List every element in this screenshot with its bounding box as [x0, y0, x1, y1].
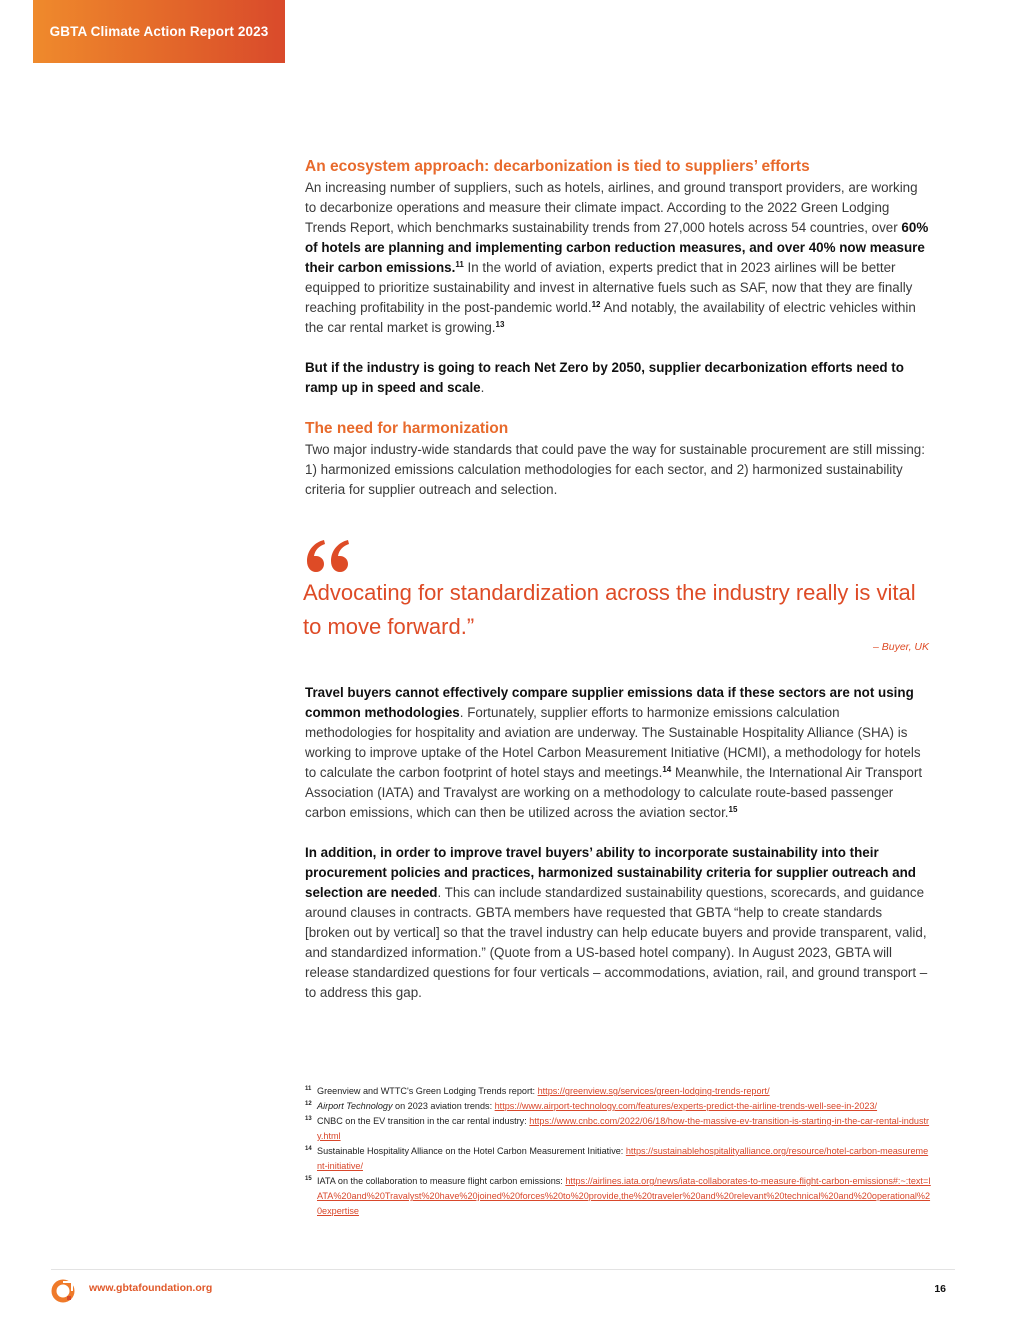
page-number: 16: [934, 1283, 946, 1295]
footnote-link[interactable]: https://greenview.sg/services/green-lodging-trends-report/: [537, 1086, 770, 1096]
quote-attribution: – Buyer, UK: [872, 641, 929, 653]
main-content-top: [305, 156, 930, 500]
footnote-11: 11 Greenview and WTTC's Green Lodging Trends report: https://greenview.sg/services/green-lodging-trends-report/: [305, 1086, 770, 1096]
footnotes: [305, 1084, 933, 1219]
footnote-link[interactable]: https://airlines.iata.org/news/iata-collaborates-to-measure-flight-carbon-emissions#:~:text=IATA%20and%20Travalyst%20have%20joined%20forces%20to%20provide,the%20traveler%20and%20relevant%20technical%20and%20operational%20expertise: [317, 1176, 931, 1216]
footer-divider: [51, 1269, 955, 1270]
footer-website-link[interactable]: www.gbtafoundation.org: [89, 1282, 213, 1294]
quote-mark-icon: [305, 538, 351, 574]
footnote-14: 14 Sustainable Hospitality Alliance on the Hotel Carbon Measurement Initiative: https://sustainablehospitalityalliance.org/resource/hotel-carbon-measurement-initiative/: [305, 1146, 929, 1171]
section-heading-harmonization: The need for harmonization: [305, 420, 509, 437]
paragraph-harmonization: Two major industry-wide standards that could pave the way for sustainable procurement are still missing: 1) harmonized emissions calculation methodologies for each sector, and 2) harmonized sustainability criteria for supplier outreach and selection.: [305, 442, 925, 497]
footnote-15: 15 IATA on the collaboration to measure flight carbon emissions: https://airlines.iata.org/news/iata-collaborates-to-measure-flight-carbon-emissions#:~:text=IATA%20and%20Travalyst%20have%20joined%20forces%20to%20provide,the%20traveler%20and%20relevant%20technical%20and%20operational%20expertise: [305, 1176, 931, 1216]
footnote-link[interactable]: https://www.cnbc.com/2022/06/18/how-the-massive-ev-transition-is-starting-in-the-car-rental-industry.html: [317, 1116, 930, 1141]
gbta-logo-icon: [51, 1279, 75, 1303]
paragraph-methodologies: Travel buyers cannot effectively compare supplier emissions data if these sectors are not using common methodologies. Fortunately, supplier efforts to harmonize emissions calculation methodologies for hospitality and aviation are underway. The Sustainable Hospitality Alliance (SHA) is working to improve uptake of the Hotel Carbon Measurement Initiative (HCMI), a methodology for hotels to calculate the carbon footprint of hotel stays and meetings.$^{14}$ Meanwhile, the International Air Transport Association (IATA) and Travalyst are working on a methodology to calculate route-based passenger carbon emissions, which can then be utilized across the aviation sector.$^{15}$: [305, 685, 923, 820]
footnote-link[interactable]: https://www.airport-technology.com/features/experts-predict-the-airline-trends-well-see-in-2023/: [494, 1101, 878, 1111]
footnote-link[interactable]: https://sustainablehospitalityalliance.org/resource/hotel-carbon-measurement-initiative/: [317, 1146, 929, 1171]
section-heading-ecosystem: An ecosystem approach: decarbonization is tied to suppliers’ efforts: [305, 158, 810, 175]
footnote-12: 12 Airport Technology on 2023 aviation trends: https://www.airport-technology.com/features/experts-predict-the-airline-trends-well-see-in-2023/: [305, 1101, 878, 1111]
paragraph-net-zero: But if the industry is going to reach Net Zero by 2050, supplier decarbonization efforts need to ramp up in speed and scale.: [305, 360, 904, 395]
report-title: GBTA Climate Action Report 2023: [49, 24, 269, 39]
footnote-13: 13 CNBC on the EV transition in the car rental industry: https://www.cnbc.com/2022/06/18/how-the-massive-ev-transition-is-starting-in-the-car-rental-industry.html: [305, 1116, 930, 1141]
pull-quote: Advocating for standardization across the industry really is vital to move forward.”: [303, 580, 916, 639]
main-content-bottom: [305, 683, 930, 1003]
paragraph-ecosystem: An increasing number of suppliers, such as hotels, airlines, and ground transport providers, are working to decarbonize operations and measure their climate impact. According to the 2022 Green Lodging Trends Report, which benchmarks sustainability trends from 27,000 hotels across 54 countries, over 60% of hotels are planning and implementing carbon reduction measures, and over 40% now measure their carbon emissions.$^{11}$ In the world of aviation, experts predict that in 2023 airlines will be better equipped to prioritize sustainability and invest in alternative fuels such as SAF, now that they are finally reaching profitability in the post-pandemic world.$^{12}$ And notably, the availability of electric vehicles within the car rental market is growing.$^{13}$: [305, 180, 929, 335]
paragraph-criteria: In addition, in order to improve travel buyers’ ability to incorporate sustainability into their procurement policies and practices, harmonized sustainability criteria for supplier outreach and selection are needed. This can include standardized sustainability questions, scorecards, and guidance around clauses in contracts. GBTA members have requested that GBTA “help to create standards [broken out by vertical] so that the travel industry can help educate buyers and provide transparent, valid, and standardized information.” (Quote from a US-based hotel company). In August 2023, GBTA will release standardized questions for four verticals – accommodations, aviation, rail, and ground transport – to address this gap.: [305, 845, 928, 1000]
report-title-tab: [33, 0, 285, 63]
